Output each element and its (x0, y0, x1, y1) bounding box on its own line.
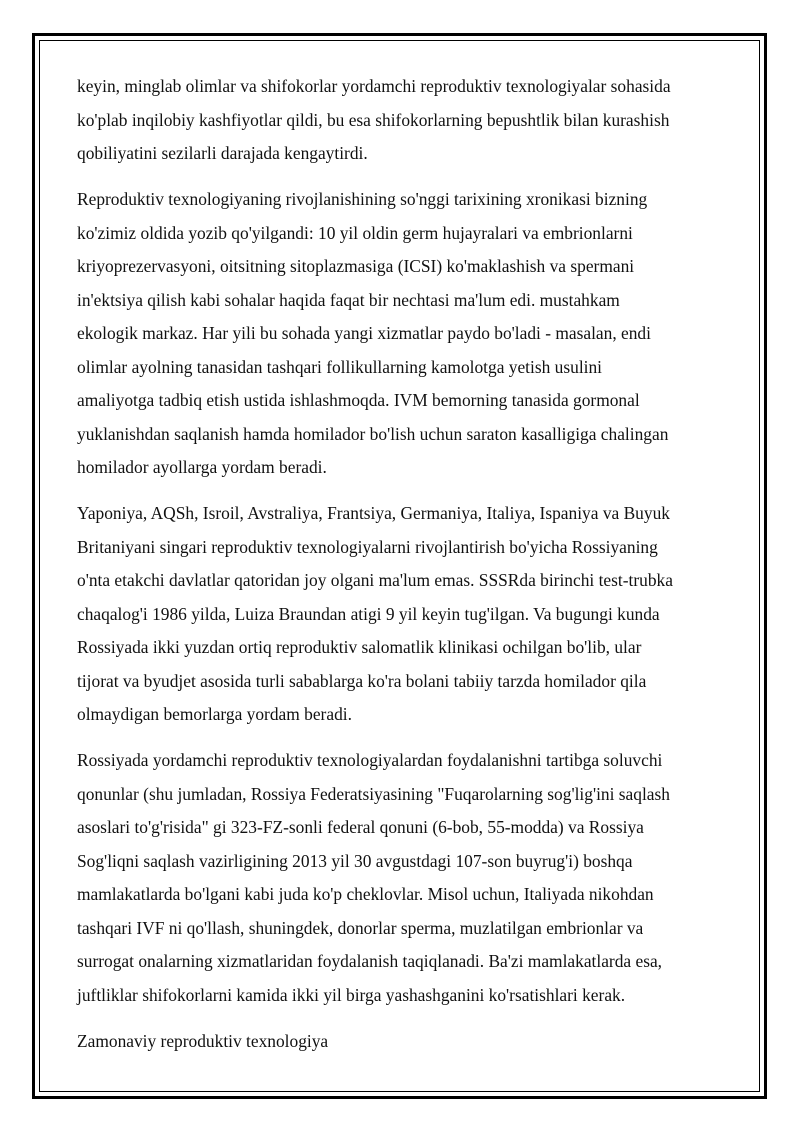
text-line: ko'zimiz oldida yozib qo'yilgandi: 10 yil oldin germ hujayralari va embrionlarni (77, 222, 633, 243)
text-line: homilador ayollarga yordam beradi. (77, 457, 327, 477)
text-line: keyin, minglab olimlar va shifokorlar yordamchi reproduktiv texnologiyalar sohasida (77, 76, 671, 96)
text-line: in'ektsiya qilish kabi sohalar haqida faqat bir nechtasi ma'lum edi. mustahkam (77, 289, 620, 310)
paragraph-4 (77, 744, 727, 1012)
text-line: Yaponiya, AQSh, Isroil, Avstraliya, Frantsiya, Germaniya, Italiya, Ispaniya va Buyuk (77, 503, 670, 523)
text-line: Sog'liqni saqlash vazirligining 2013 yil 30 avgustdagi 107-son buyrug'i) boshqa (77, 850, 633, 871)
document-body (77, 70, 727, 1071)
text-line: amaliyotga tadbiq etish ustida ishlashmoqda. IVM bemorning tanasida gormonal (77, 390, 640, 410)
paragraph-2 (77, 183, 727, 485)
text-line: kriyoprezervasyoni, oitsitning sitoplazmasiga (ICSI) ko'maklashish va spermani (77, 256, 635, 276)
text-line: ekologik markaz. Har yili bu sohada yangi xizmatlar paydo bo'ladi - masalan, endi (77, 323, 651, 343)
text-line: Rossiyada ikki yuzdan ortiq reproduktiv salomatlik klinikasi ochilgan bo'lib, ular (77, 637, 642, 657)
text-line: Zamonaviy reproduktiv texnologiya (77, 1030, 329, 1051)
text-line: ko'plab inqilobiy kashfiyotlar qildi, bu esa shifokorlarning bepushtlik bilan kurashish (77, 109, 670, 130)
text-line: juftliklar shifokorlarni kamida ikki yil birga yashashganini ko'rsatishlari kerak. (77, 984, 626, 1005)
paragraph-1 (77, 70, 727, 171)
text-line: qonunlar (shu jumladan, Rossiya Federatsiyasining "Fuqarolarning sog'lig'ini saqlash (77, 783, 670, 804)
text-line: Britaniyani singari reproduktiv texnologiyalarni rivojlantirish bo'yicha Rossiyaning (77, 536, 658, 557)
text-line: chaqalog'i 1986 yilda, Luiza Braundan atigi 9 yil keyin tug'ilgan. Va bugungi kunda (77, 603, 660, 624)
text-line: tijorat va byudjet asosida turli sabablarga ko'ra bolani tabiiy tarzda homilador qila (77, 670, 647, 691)
text-line: olmaydigan bemorlarga yordam beradi. (77, 704, 352, 724)
text-line: surrogat onalarning xizmatlaridan foydalanish taqiqlanadi. Ba'zi mamlakatlarda esa, (77, 951, 663, 971)
text-line: olimlar ayolning tanasidan tashqari follikullarning kamolotga yetish usulini (77, 356, 603, 377)
text-line: o'nta etakchi davlatlar qatoridan joy olgani ma'lum emas. SSSRda birinchi test-trubka (77, 570, 673, 590)
text-line: Reproduktiv texnologiyaning rivojlanishining so'nggi tarixining xronikasi bizning (77, 189, 648, 209)
paragraph-3 (77, 497, 727, 732)
text-line: mamlakatlarda bo'lgani kabi juda ko'p cheklovlar. Misol uchun, Italiyada nikohdan (77, 884, 654, 904)
text-line: tashqari IVF ni qo'llash, shuningdek, donorlar sperma, muzlatilgan embrionlar va (77, 917, 644, 938)
paragraph-5-heading (77, 1025, 727, 1059)
text-line: Rossiyada yordamchi reproduktiv texnologiyalardan foydalanishni tartibga soluvchi (77, 750, 663, 770)
text-line: yuklanishdan saqlanish hamda homilador bo'lish uchun saraton kasalligiga chalingan (77, 423, 669, 444)
text-line: asoslari to'g'risida" gi 323-FZ-sonli federal qonuni (6-bob, 55-modda) va Rossiya (77, 817, 644, 837)
text-line: qobiliyatini sezilarli darajada kengaytirdi. (77, 143, 368, 163)
